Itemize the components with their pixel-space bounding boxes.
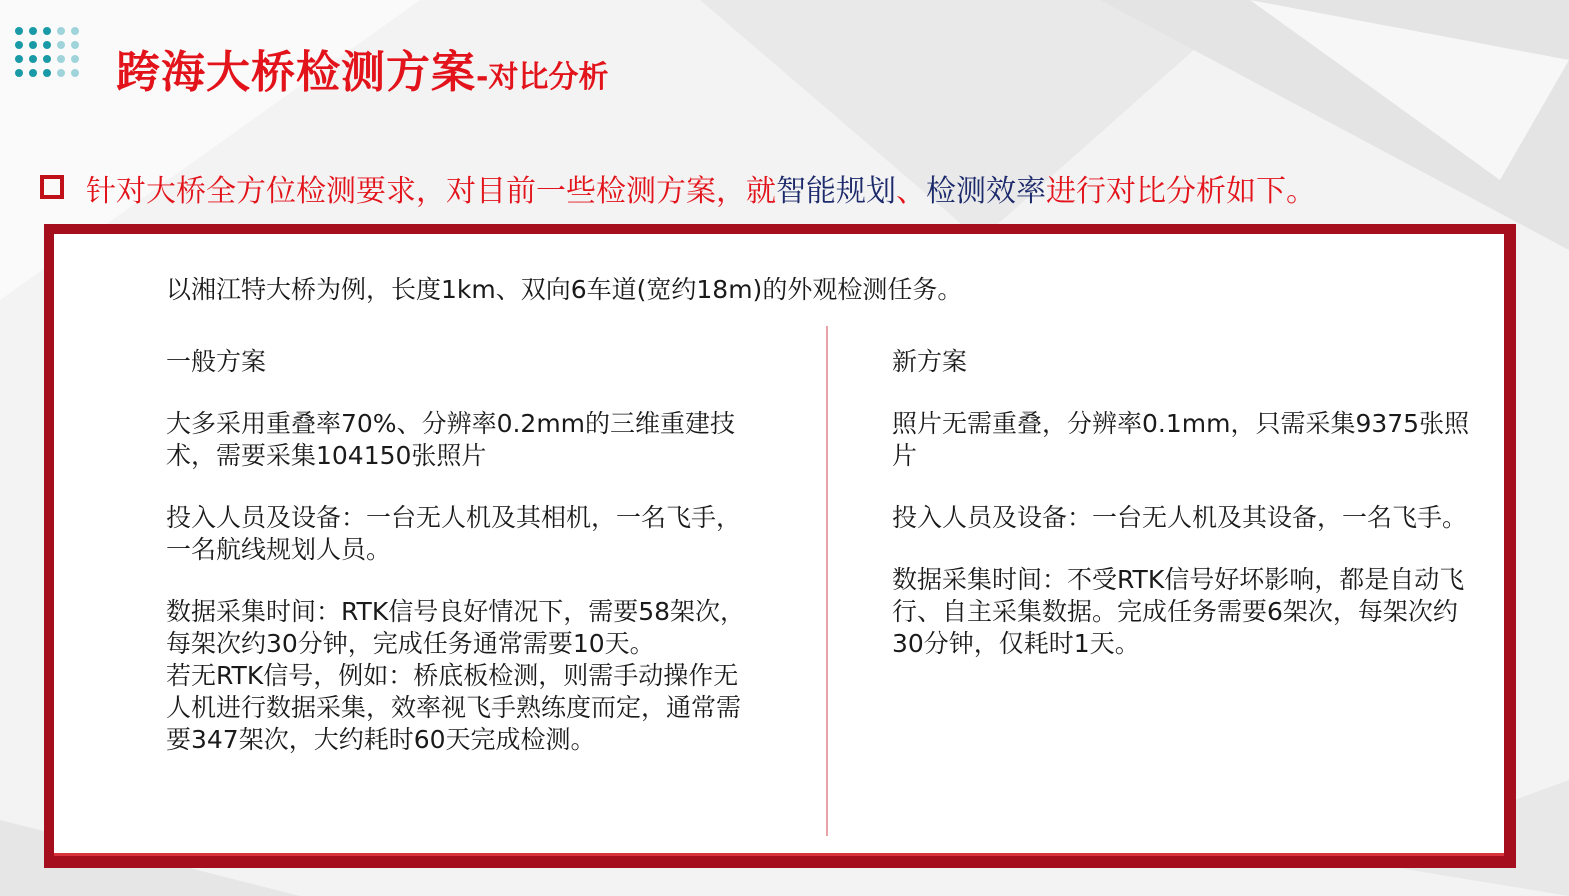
column-divider	[826, 326, 828, 836]
intro-highlight-2: 检测效率	[926, 174, 1046, 209]
comparison-panel	[44, 224, 1516, 868]
new-plan-equipment: 投入人员及设备：一台无人机及其设备，一名飞手。	[892, 503, 1468, 532]
general-plan-column	[166, 346, 756, 786]
general-plan-no-rtk: 若无RTK信号，例如：桥底板检测，则需手动操作无人机进行数据采集，效率视飞手熟练度而定，通常需要347架次，大约耗时60天完成检测。	[166, 661, 742, 754]
intro-separator: 、	[896, 174, 926, 209]
panel-heading: 以湘江特大桥为例，长度1km、双向6车道(宽约18m)的外观检测任务。	[166, 275, 963, 304]
new-plan-time: 数据采集时间：不受RTK信号好坏影响，都是自动飞行、自主采集数据。完成任务需要6架次，每架次约30分钟，仅耗时1天。	[892, 565, 1465, 658]
page-title-main: 跨海大桥检测方案	[116, 47, 476, 98]
decorative-dots-icon	[14, 26, 90, 86]
intro-text-1: 针对大桥全方位检测要求，对目前一些检测方案，就	[86, 174, 776, 209]
intro-highlight-1: 智能规划	[776, 174, 896, 209]
page-title	[116, 36, 608, 100]
intro-text-2: 进行对比分析如下。	[1046, 174, 1316, 209]
new-plan-title: 新方案	[892, 347, 968, 376]
general-plan-equipment: 投入人员及设备：一台无人机及其相机，一名飞手，一名航线规划人员。	[166, 503, 742, 564]
general-plan-title: 一般方案	[166, 347, 267, 376]
bullet-square-icon	[40, 175, 64, 199]
new-plan-resolution: 照片无需重叠，分辨率0.1mm，只需采集9375张照片	[892, 409, 1470, 470]
page-title-sub: -对比分析	[476, 60, 609, 95]
general-plan-resolution: 大多采用重叠率70%、分辨率0.2mm的三维重建技术，需要采集104150张照片	[166, 409, 736, 470]
comparison-panel-body	[54, 234, 1504, 856]
intro-bullet	[40, 166, 1316, 210]
new-plan-column	[892, 346, 1482, 690]
general-plan-time: 数据采集时间：RTK信号良好情况下，需要58架次，每架次约30分钟，完成任务通常需要10天。	[166, 597, 746, 658]
